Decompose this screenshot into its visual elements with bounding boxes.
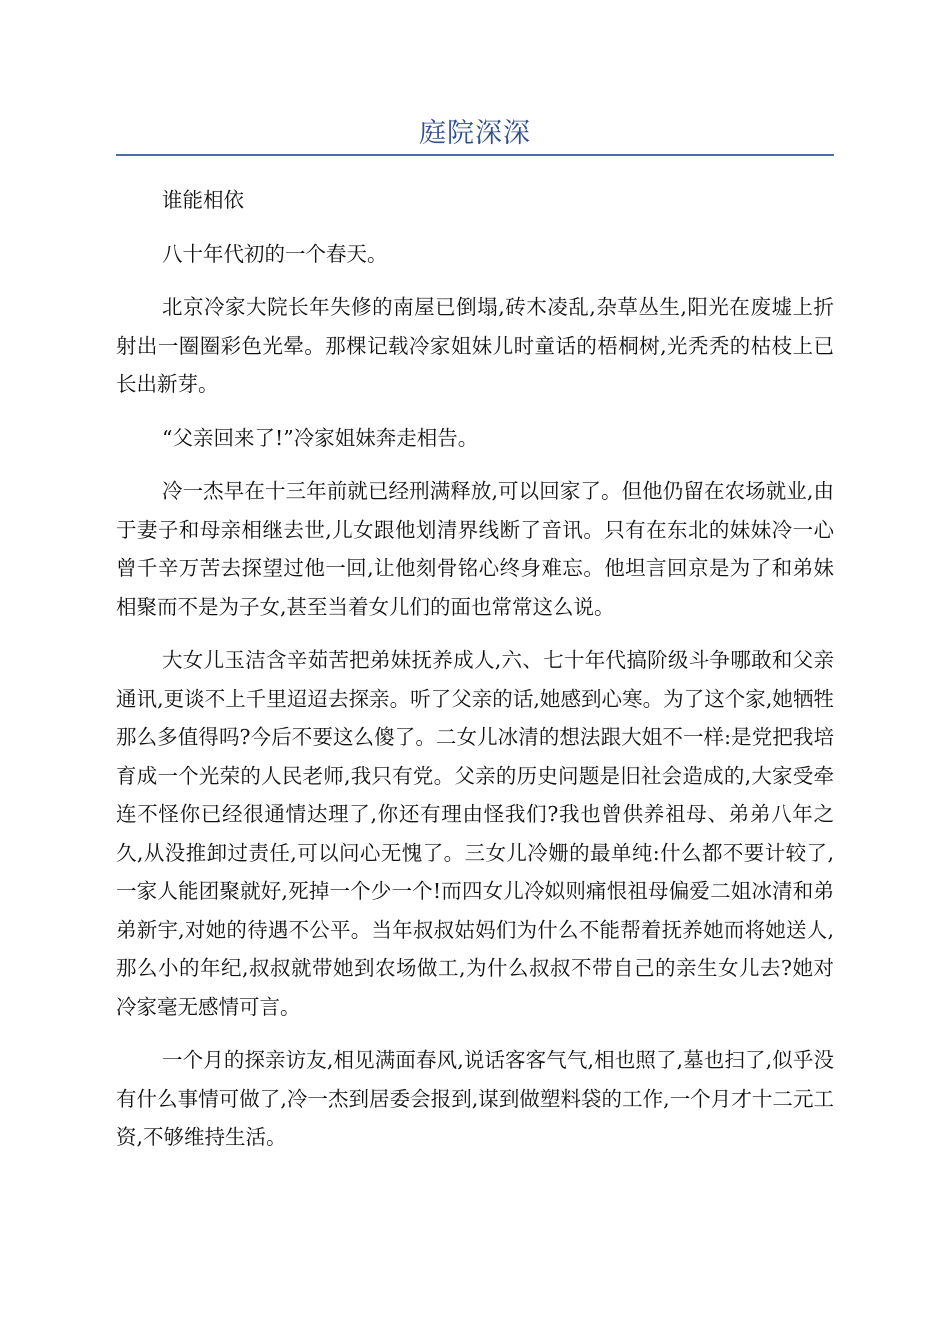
document-body xyxy=(116,181,834,1157)
paragraph: 北京冷家大院长年失修的南屋已倒塌,砖木凌乱,杂草丛生,阳光在废墟上折射出一圈圈彩色光晕。那棵记载冷家姐妹儿时童话的梧桐树,光秃秃的枯枝上已长出新芽。 xyxy=(116,295,834,396)
paragraph: “父亲回来了!”冷家姐妹奔走相告。 xyxy=(162,425,479,450)
document-page xyxy=(116,0,834,1172)
document-title: 庭院深深 xyxy=(419,118,531,149)
title-underline xyxy=(116,154,834,156)
paragraph: 冷一杰早在十三年前就已经刑满释放,可以回家了。但他仍留在农场就业,由于妻子和母亲相继去世,儿女跟他划清界线断了音讯。只有在东北的妹妹冷一心曾千辛万苦去探望过他一回,让他刻骨铭心终身难忘。他坦言回京是为了和弟妹相聚而不是为子女,甚至当着女儿们的面也常常这么说。 xyxy=(116,479,834,619)
paragraph: 八十年代初的一个春天。 xyxy=(162,241,388,266)
paragraph: 一个月的探亲访友,相见满面春风,说话客客气气,相也照了,墓也扫了,似乎没有什么事情可做了,冷一杰到居委会报到,谋到做塑料袋的工作,一个月才十二元工资,不够维持生活。 xyxy=(116,1048,834,1149)
paragraph-section-heading: 谁能相依 xyxy=(162,188,244,212)
paragraph: 大女儿玉洁含辛茹苦把弟妹抚养成人,六、七十年代搞阶级斗争哪敢和父亲通讯,更谈不上千里迢迢去探亲。听了父亲的话,她感到心寒。为了这个家,她牺牲那么多值得吗?今后不要这么傻了。二女儿冰清的想法跟大姐不一样:是党把我培育成一个光荣的人民老师,我只有党。父亲的历史问题是旧社会造成的,大家受牵连不怪你已经很通情达理了,你还有理由怪我们?我也曾供养祖母、弟弟八年之久,从没推卸过责任,可以问心无愧了。三女儿冷姗的最单纯:什么都不要计较了,一家人能团聚就好,死掉一个少一个!而四女儿冷姒则痛恨祖母偏爱二姐冰清和弟弟新宇,对她的待遇不公平。当年叔叔姑妈们为什么不能帮着抚养她而将她送人,那么小的年纪,叔叔就带她到农场做工,为什么叔叔不带自己的亲生女儿去?她对冷家毫无感情可言。 xyxy=(116,648,834,1019)
